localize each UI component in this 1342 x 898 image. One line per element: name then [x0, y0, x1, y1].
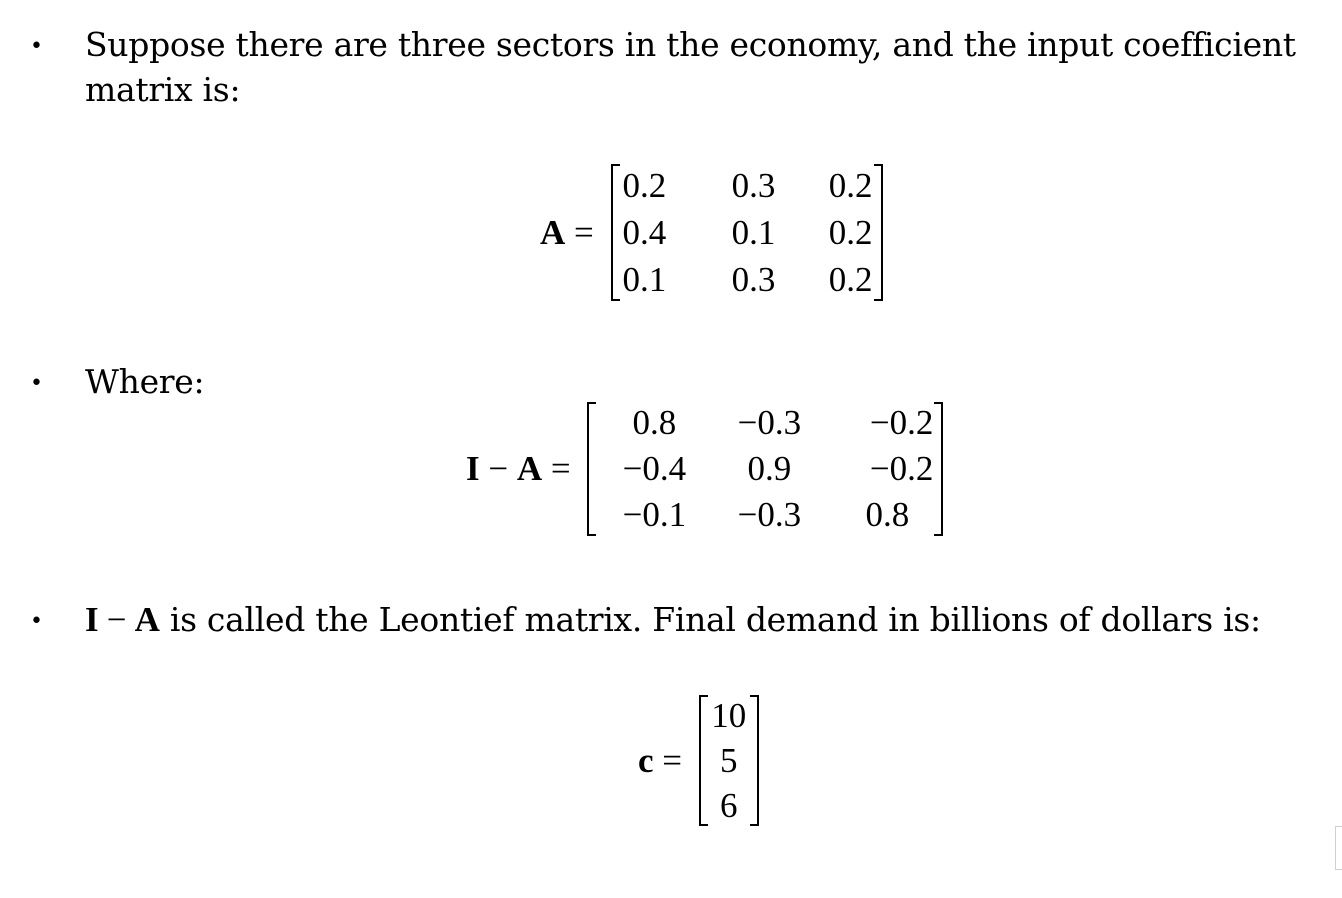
matrix-cell: 0.4 — [622, 213, 667, 252]
matrix-cell: 0.8 — [865, 495, 910, 534]
matrix-cell: 0.1 — [622, 260, 667, 299]
matrix-row — [709, 693, 749, 738]
minus-sign: − — [479, 449, 517, 488]
matrix-cell: 0.2 — [828, 260, 873, 299]
matrix-symbol-a: A — [516, 449, 543, 488]
matrix-cell: 5 — [720, 741, 738, 780]
bullet-marker: • — [30, 609, 43, 634]
paragraph-intro — [85, 22, 1296, 112]
matrix-cell: 0.3 — [731, 166, 776, 205]
equation-matrix-a — [540, 162, 883, 303]
bullet-marker: • — [30, 371, 43, 396]
equation-lhs — [638, 741, 691, 781]
matrix-row — [621, 209, 873, 256]
matrix-cell: −0.1 — [622, 495, 687, 534]
matrix-a — [611, 162, 883, 303]
matrix-cell: −0.4 — [622, 449, 687, 488]
edge-handle[interactable] — [1335, 826, 1342, 870]
matrix-row — [621, 256, 873, 303]
matrix-cell: 0.2 — [622, 166, 667, 205]
matrix-row — [709, 738, 749, 783]
equation-lhs — [466, 449, 579, 489]
where-label: Where: — [85, 362, 205, 401]
matrix-row — [621, 162, 873, 209]
matrix-cell: −0.3 — [737, 403, 802, 442]
bullet-marker: • — [30, 34, 43, 59]
matrix-cell: 0.8 — [632, 403, 677, 442]
matrix-cell: −0.3 — [737, 495, 802, 534]
intro-line-1: Suppose there are three sectors in the economy, and the input coefficient — [85, 25, 1296, 64]
identity-symbol: I — [85, 600, 99, 639]
matrix-symbol-a: A — [540, 212, 566, 252]
equation-final-demand — [638, 693, 759, 828]
matrix-cell: 0.1 — [731, 213, 776, 252]
identity-symbol: I — [466, 449, 480, 488]
vector-c — [699, 693, 759, 828]
matrix-row — [709, 783, 749, 828]
matrix-cell: −0.2 — [869, 403, 934, 442]
matrix-cell: −0.2 — [869, 449, 934, 488]
equation-leontief-matrix — [466, 400, 943, 538]
leontief-description: is called the Leontief matrix. Final demand in billions of dollars is: — [159, 600, 1261, 639]
equals-sign: = — [653, 740, 691, 780]
equation-lhs — [540, 213, 603, 253]
leontief-line — [85, 597, 1261, 642]
matrix-cell: 0.3 — [731, 260, 776, 299]
paragraph-leontief — [85, 597, 1261, 642]
paragraph-where — [85, 359, 204, 404]
vector-symbol-c: c — [638, 740, 654, 780]
equals-sign: = — [565, 212, 603, 252]
intro-line-2: matrix is: — [85, 70, 241, 109]
equals-sign: = — [542, 449, 580, 488]
matrix-row — [597, 400, 933, 446]
matrix-cell: 0.2 — [828, 166, 873, 205]
matrix-row — [597, 446, 933, 492]
matrix-cell: 10 — [711, 696, 747, 735]
matrix-symbol-a: A — [134, 600, 160, 639]
matrix-cell: 0.9 — [747, 449, 792, 488]
matrix-row — [597, 492, 933, 538]
matrix-cell: 6 — [720, 786, 738, 825]
minus-sign: − — [98, 600, 135, 639]
matrix-cell: 0.2 — [828, 213, 873, 252]
matrix-i-minus-a — [587, 400, 943, 538]
